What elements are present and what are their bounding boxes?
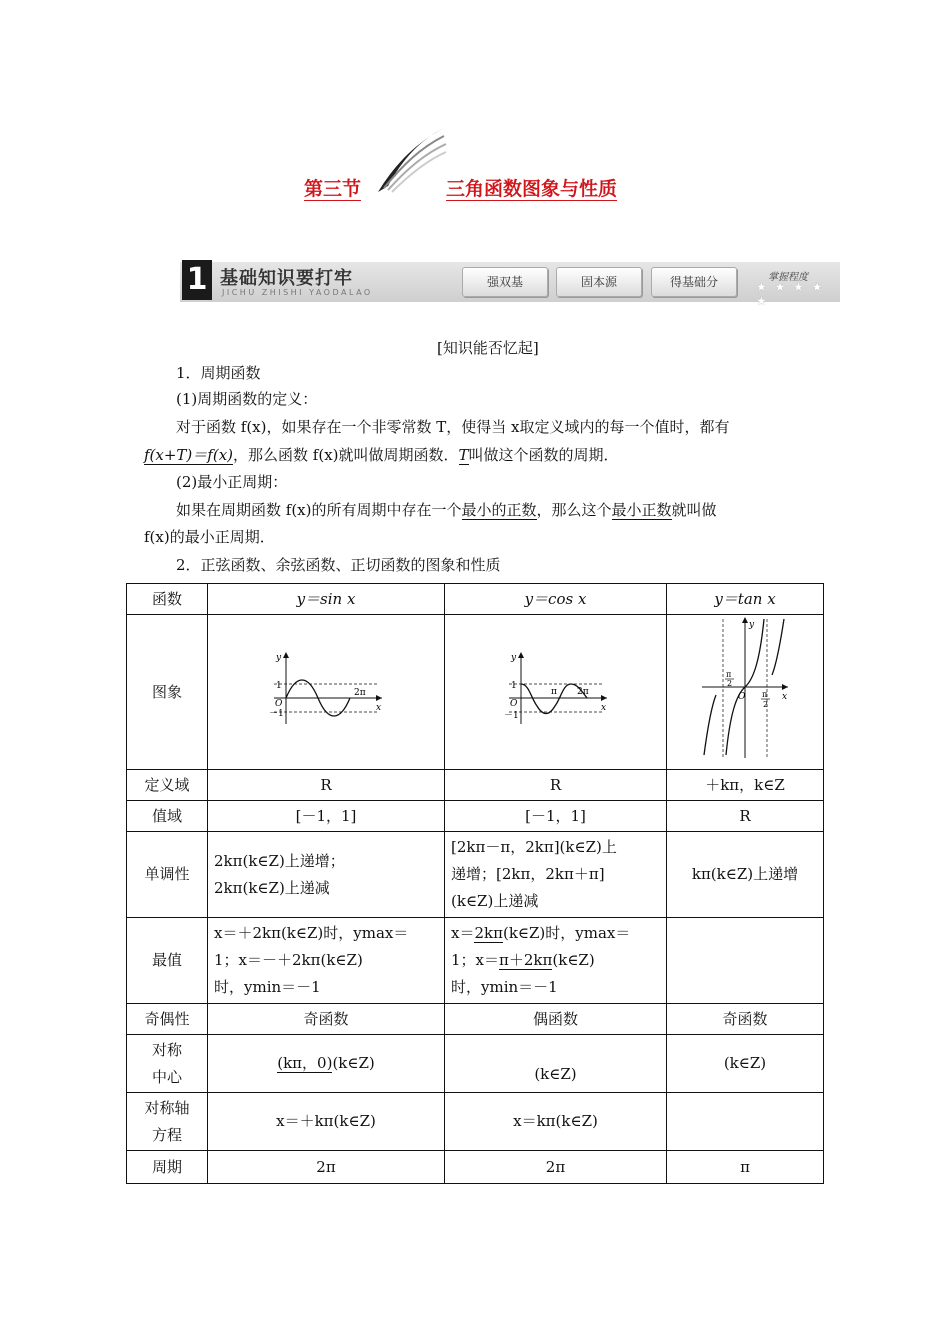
row-label-center [127,1035,208,1093]
table-row [127,1151,824,1184]
tan-origin: O [738,692,746,702]
sin-y-label: y [276,652,282,663]
cos-center: (k∈Z) [445,1035,667,1093]
sin-monotonic [208,832,445,918]
sin-extreme [208,918,445,1004]
cos-extreme-line-1 [451,920,660,947]
banner-button-1[interactable]: 强双基 [462,267,548,297]
trig-properties-table [126,583,824,1184]
banner-number: 1 [182,260,212,300]
header-cos: y＝cos x [445,584,667,615]
sin-x-label: x [376,702,382,713]
tan-monotonic: kπ(k∈Z)上递增 [667,832,824,918]
center-label-2: 中心 [151,1067,182,1086]
cos-period: 2π [445,1151,667,1184]
cos-mono-line-1: [2kπ－π，2kπ](k∈Z)上 [451,838,617,856]
tan-pos-pi: π [762,690,768,699]
cos-extreme-line-2 [451,947,660,974]
table-row [127,1035,824,1093]
tan-extreme [667,918,824,1004]
row-label-monotonic: 单调性 [127,832,208,918]
cos-extreme-text: (k∈Z) [552,951,595,969]
row-label-domain: 定义域 [127,770,208,801]
cos-pi: π [550,686,557,697]
banner-subtitle: JICHU ZHISHI YAODALAO [222,288,373,297]
sin-2pi: 2π [354,687,366,698]
tan-axis [667,1093,824,1151]
row-label-axis [127,1093,208,1151]
sin-one: 1 [276,680,282,691]
sin-y-arrow [283,652,289,658]
table-row [127,918,824,1004]
sin-extreme-line-2: 1；x＝－＋2kπ(k∈Z) [214,951,363,969]
chapter-title-row [0,120,950,210]
header-function: 函数 [127,584,208,615]
sin-decreasing: 2kπ(k∈Z)上递减 [214,878,330,897]
axis-label-1: 对称轴 [144,1098,190,1117]
swoosh-decoration-icon [374,126,448,196]
definition-line-1: 对于函数 f(x)，如果存在一个非零常数 T，使得当 x取定义域内的每一个值时，都有 [176,418,730,436]
mastery-stars: ★ ★ ★ ★ ★ [756,280,825,308]
cos-domain: R [445,770,667,801]
tan-y-label: y [749,620,755,630]
min-period-text-a: 如果在周期函数 f(x)的所有周期中存在一个 [176,501,462,519]
cos-y-arrow [518,652,524,658]
definition-text: ，那么函数 f(x)就叫做周期函数． [233,446,459,464]
definition-end: 叫做这个函数的周期． [468,446,619,464]
cos-extreme [445,918,667,1004]
tan-period: π [667,1151,824,1184]
table-row [127,615,824,770]
table-row [127,801,824,832]
periodic-equation: f(x+T)＝f(x) [144,446,234,464]
sin-center-point: (kπ，0) [277,1054,333,1072]
sin-parity: 奇函数 [208,1004,445,1035]
tan-graph [700,615,790,760]
row-label-period: 周期 [127,1151,208,1184]
cos-x-label: x [600,702,606,713]
tan-graph-cell [667,615,824,770]
item-2-heading: 2．正弦函数、余弦函数、正切函数的图象和性质 [176,556,501,574]
sin-origin: O [275,698,283,709]
definition-line-2 [144,445,619,465]
table-row [127,832,824,918]
min-period-line-2: f(x)的最小正周期． [144,528,275,546]
table-row [127,770,824,801]
sin-neg-one: －1 [269,708,284,719]
sin-graph-cell [208,615,445,770]
sin-graph [266,648,386,728]
header-sin: y＝sin x [208,584,445,615]
smallest-positive: 最小正数 [611,501,672,519]
cos-y-label: y [510,652,516,663]
row-label-graph: 图象 [127,615,208,770]
sin-domain: R [208,770,445,801]
banner-title: 基础知识要打牢 [220,268,353,289]
tan-domain: ＋kπ，k∈Z [667,770,824,801]
sin-period: 2π [208,1151,445,1184]
tan-range: R [667,801,824,832]
section-number-title: 第三节 [304,178,362,200]
sin-extreme-line-3: 时，ymin＝－1 [214,978,321,996]
center-label-1: 对称 [151,1040,182,1059]
cos-extreme-text: 1；x＝ [451,951,500,969]
min-period-text-c: 就叫做 [671,501,717,519]
tan-neg-two: 2 [727,679,733,688]
min-period-line-1 [176,500,717,520]
cos-range: [－1，1] [445,801,667,832]
min-period-text-b: ，那么这个 [536,501,612,519]
cos-graph [501,648,611,728]
item-1-heading: 1．周期函数 [176,364,261,382]
period-symbol: T [458,446,469,464]
cos-axis: x＝kπ(k∈Z) [445,1093,667,1151]
item-1-subheading: (1)周期函数的定义： [176,390,318,408]
item-2-subheading: (2)最小正周期： [176,473,288,491]
banner-button-2[interactable]: 固本源 [556,267,642,297]
table-row [127,1093,824,1151]
header-tan: y＝tan x [667,584,824,615]
tan-x-arrow [782,684,788,690]
tan-curve-left [704,695,716,755]
row-label-extreme: 最值 [127,918,208,1004]
table-row [127,584,824,615]
basics-banner [180,262,840,308]
cos-min-x: π＋2kπ [499,951,553,969]
cos-monotonic [445,832,667,918]
sin-center [208,1035,445,1093]
sin-center-cond: (k∈Z) [332,1054,375,1072]
cos-2pi: 2π [576,686,589,697]
cos-parity: 偶函数 [445,1004,667,1035]
row-label-range: 值域 [127,801,208,832]
sin-increasing: 2kπ(k∈Z)上递增； [214,851,345,870]
row-label-parity: 奇偶性 [127,1004,208,1035]
cos-one: 1 [510,680,517,691]
cos-max-x: 2kπ [474,924,503,942]
section-heading: [知识能否忆起] [437,339,539,357]
sin-range: [－1，1] [208,801,445,832]
cos-mono-line-3: (k∈Z)上递减 [451,892,539,910]
tan-x-label: x [782,692,788,702]
axis-label-2: 方程 [151,1125,182,1144]
tan-neg-pi: π [726,670,732,679]
sin-x-arrow [376,695,382,701]
tan-pos-two: 2 [763,700,769,709]
sin-extreme-line-1: x＝＋2kπ(k∈Z)时，ymax＝ [214,924,409,942]
tan-y-arrow [742,617,748,623]
tan-parity: 奇函数 [667,1004,824,1035]
banner-button-3[interactable]: 得基础分 [651,267,737,297]
tan-center: (k∈Z) [667,1035,824,1093]
table-row [127,1004,824,1035]
tan-curve-right [772,619,784,675]
cos-mono-line-2: 递增；[2kπ，2kπ＋π] [451,865,605,883]
sin-axis: x＝＋kπ(k∈Z) [208,1093,445,1151]
section-topic-title: 三角函数图象与性质 [446,178,618,200]
cos-extreme-text: (k∈Z)时，ymax＝ [502,924,631,942]
cos-neg-one: －1 [503,710,519,721]
cos-origin: O [509,698,517,709]
cos-extreme-text: x＝ [451,924,475,942]
mastery-level-label: 掌握程度 [768,272,808,283]
cos-x-arrow [601,695,607,701]
cos-graph-cell [445,615,667,770]
smallest-positive-number: 最小的正数 [461,501,537,519]
cos-extreme-line-3: 时，ymin＝－1 [451,978,558,996]
